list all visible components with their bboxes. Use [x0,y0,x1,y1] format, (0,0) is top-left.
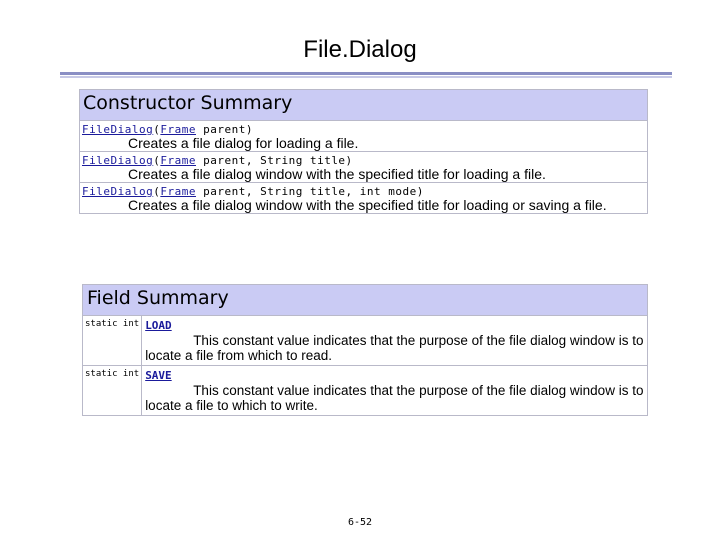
constructor-summary-heading: Constructor Summary [80,90,648,121]
constructor-summary-table [79,89,648,214]
constructor-row [80,183,648,214]
field-cell [142,316,648,366]
field-row [83,366,648,416]
field-description: This constant value indicates that the purpose of the file dialog window is to locate a file from which to read. [145,333,644,363]
constructor-description: Creates a file dialog window with the specified title for loading or saving a file. [128,197,607,213]
field-row [83,316,648,366]
field-modifier: static int [83,316,142,366]
title-divider-shadow [60,76,672,78]
constructor-name-link[interactable]: FileDialog [82,154,154,167]
field-modifier: static int [83,366,142,416]
constructor-description: Creates a file dialog for loading a file. [128,135,359,151]
param-type-link[interactable]: Frame [160,154,196,167]
constructor-summary-header-row [80,90,648,121]
param-type-link[interactable]: Frame [160,123,196,136]
signature-paren: ( [153,154,161,167]
field-cell [142,366,648,416]
field-description: This constant value indicates that the purpose of the file dialog window is to locate a file to which to write. [145,383,644,413]
constructor-row [80,152,648,183]
field-summary-table [82,284,648,416]
title-divider [60,72,672,75]
constructor-name-link[interactable]: FileDialog [82,185,154,198]
field-summary-header-row [83,285,648,316]
slide-title: File.Dialog [303,36,417,63]
constructor-row [80,121,648,152]
constructor-cell [80,152,648,183]
constructor-description: Creates a file dialog window with the specified title for loading a file. [128,166,546,182]
signature-params: parent, String title, int mode) [195,185,424,198]
signature-paren: ( [153,185,161,198]
constructor-name-link[interactable]: FileDialog [82,123,154,136]
signature-params: parent, String title) [195,154,353,167]
signature-paren: ( [153,123,161,136]
param-type-link[interactable]: Frame [160,185,196,198]
signature-params: parent) [195,123,253,136]
constructor-cell [80,183,648,214]
field-summary-heading: Field Summary [83,285,648,316]
page-number: 6-52 [347,517,373,528]
field-name-link[interactable]: LOAD [145,319,172,332]
field-name-link[interactable]: SAVE [145,369,172,382]
constructor-cell [80,121,648,152]
